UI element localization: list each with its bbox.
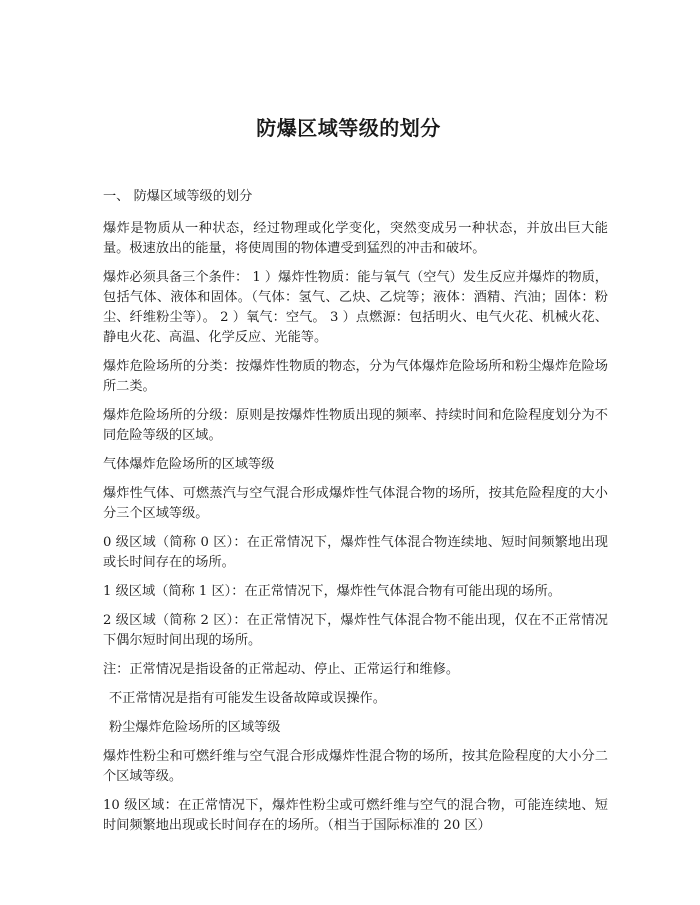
page-title: 防爆区域等级的划分 [256, 116, 441, 140]
note-normal-conditions: 注：正常情况是指设备的正常起动、停止、正常运行和维修。 [103, 662, 460, 677]
paragraph-hazard-grading: 爆炸危险场所的分级：原则是按爆炸性物质出现的频率、持续时间和危险程度划分为不同危险等级的区域。 [103, 408, 608, 443]
paragraph-zone-0: 0 级区域（简称 0 区）：在正常情况下，爆炸性气体混合物连续地、短时间频繁地出现或长时间存在的场所。 [103, 535, 608, 570]
paragraph-explosion-conditions: 爆炸必须具备三个条件： 1 ）爆炸性物质：能与氧气（空气）发生反应并爆炸的物质，包括气体、液体和固体。（气体：氢气、乙炔、乙烷等；液体：酒精、汽油；固体：粉尘、纤维粉尘等）。 2 ）氧气：空气。 3 ）点燃源：包括明火、电气火花、机械火花、静电火花、高温、化学反应、光能等。 [103, 270, 608, 345]
paragraph-explosion-definition: 爆炸是物质从一种状态，经过物理或化学变化，突然变成另一种状态，并放出巨大能量。极速放出的能量，将使周围的物体遭受到猛烈的冲击和破坏。 [103, 221, 608, 256]
paragraph-hazard-classification: 爆炸危险场所的分类：按爆炸性物质的物态，分为气体爆炸危险场所和粉尘爆炸危险场所二类。 [103, 359, 608, 394]
subheading-dust-zones: 粉尘爆炸危险场所的区域等级 [109, 720, 281, 735]
paragraph-zone-10: 10 级区域：在正常情况下，爆炸性粉尘或可燃纤维与空气的混合物，可能连续地、短时间频繁地出现或长时间存在的场所。（相当于国际标准的 20 区） [103, 798, 608, 833]
subheading-gas-zones: 气体爆炸危险场所的区域等级 [103, 457, 275, 472]
section-heading: 一、 防爆区域等级的划分 [103, 189, 253, 204]
paragraph-dust-zones-intro: 爆炸性粉尘和可燃纤维与空气混合形成爆炸性混合物的场所，按其危险程度的大小分二个区域等级。 [103, 749, 608, 784]
note-abnormal-conditions: 不正常情况是指有可能发生设备故障或误操作。 [109, 691, 386, 706]
document-body [103, 187, 608, 836]
paragraph-gas-zones-intro: 爆炸性气体、可燃蒸汽与空气混合形成爆炸性气体混合物的场所，按其危险程度的大小分三个区域等级。 [103, 486, 608, 521]
paragraph-zone-2: 2 级区域（简称 2 区）：在正常情况下，爆炸性气体混合物不能出现，仅在不正常情况下偶尔短时间出现的场所。 [103, 613, 608, 648]
paragraph-zone-1: 1 级区域（简称 1 区）：在正常情况下，爆炸性气体混合物有可能出现的场所。 [103, 584, 561, 599]
